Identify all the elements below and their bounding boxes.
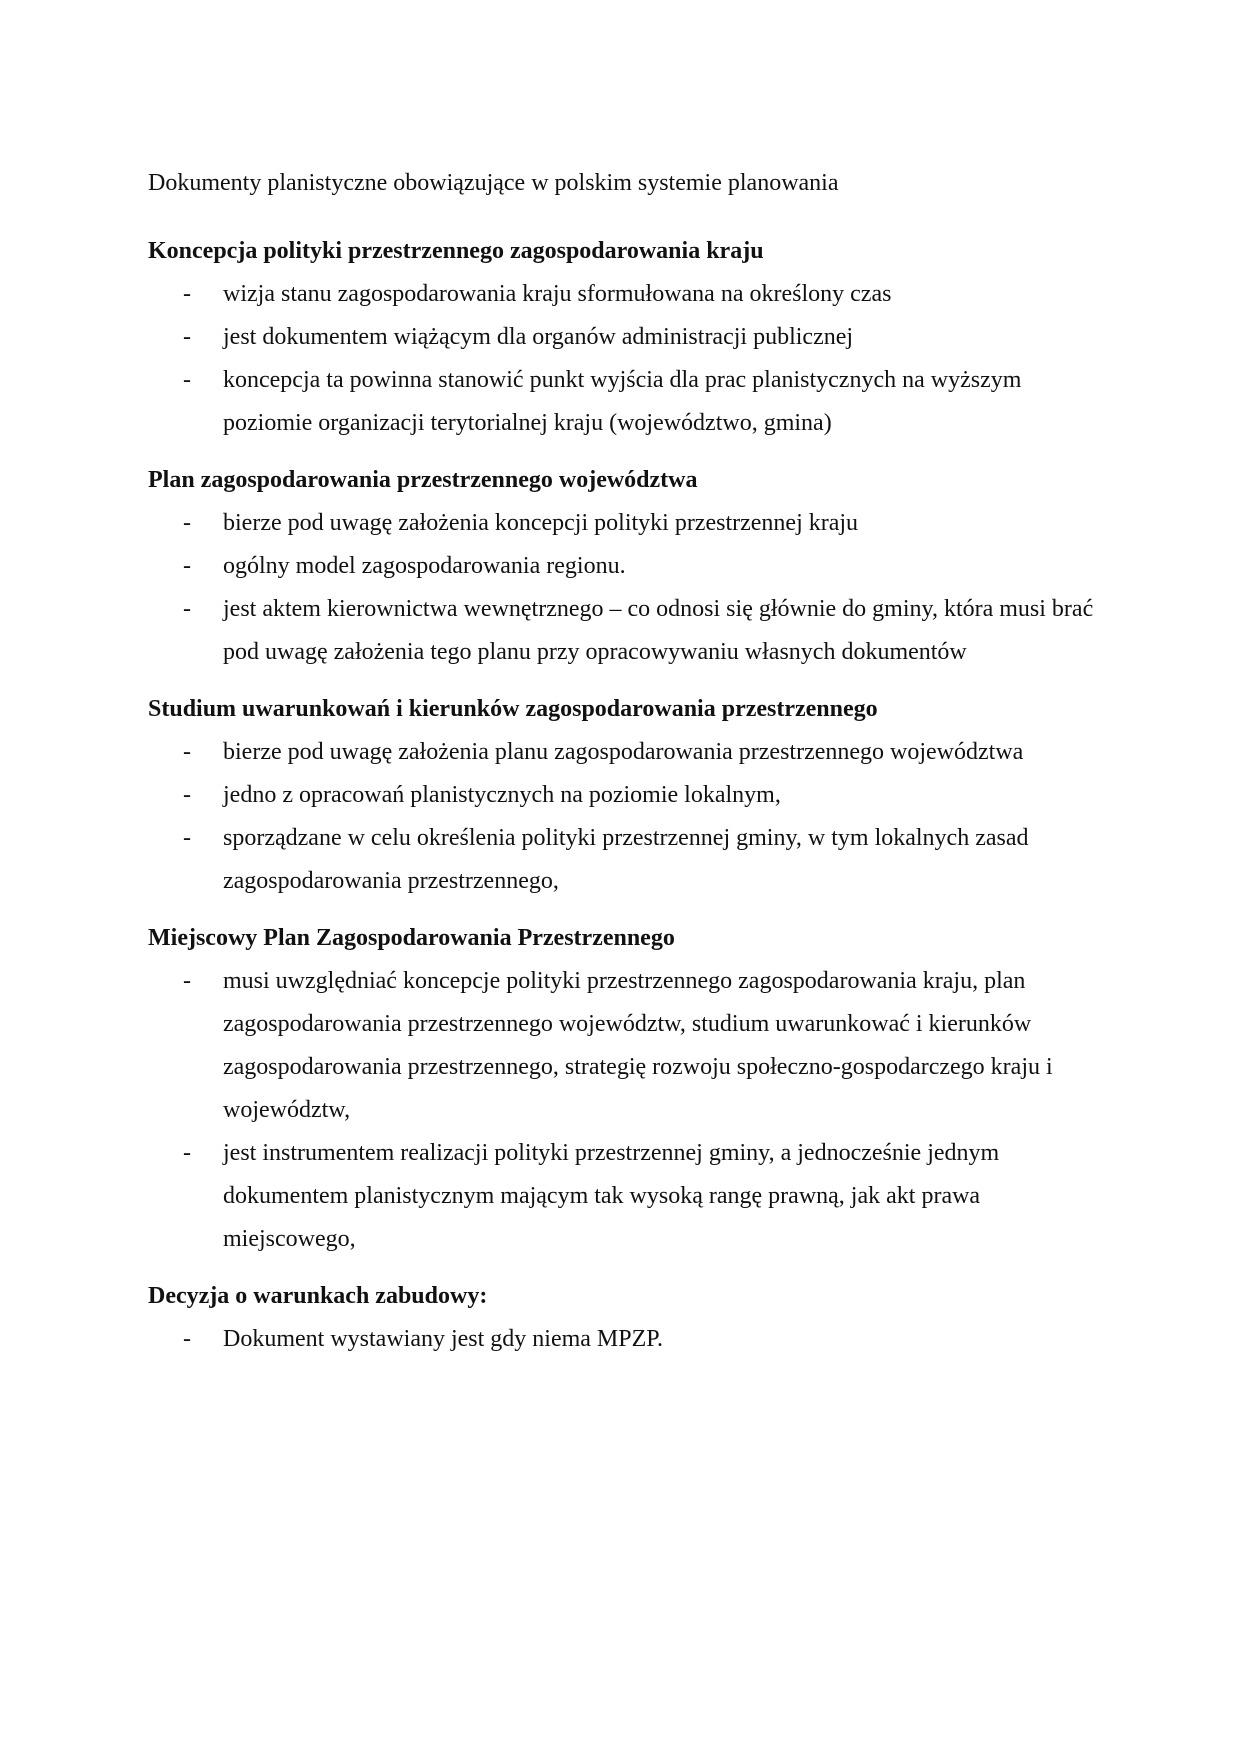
list-item-text: wizja stanu zagospodarowania kraju sformułowana na określony czas	[223, 281, 892, 307]
section-heading: Plan zagospodarowania przestrzennego województwa	[148, 467, 698, 493]
section-mpzp	[148, 923, 1108, 1261]
bullet-dash: -	[183, 968, 191, 994]
bullet-dash: -	[183, 324, 191, 350]
list-item-text: koncepcja ta powinna stanowić punkt wyjścia dla prac planistycznych na wyższym poziomie organizacji terytorialnej kraju (województwo, gmina)	[223, 367, 1022, 436]
section-koncepcja	[148, 236, 1108, 445]
list-item-text: jest instrumentem realizacji polityki przestrzennej gminy, a jednocześnie jednym dokumentem planistycznym mającym tak wysoką rangę prawną, jak akt prawa miejscowego,	[223, 1140, 1000, 1252]
section-studium	[148, 694, 1108, 903]
bullet-dash: -	[183, 1140, 191, 1166]
list-item-text: jest dokumentem wiążącym dla organów administracji publicznej	[223, 324, 854, 350]
list-item	[148, 1132, 1108, 1261]
list-item-text: ogólny model zagospodarowania regionu.	[223, 553, 626, 579]
section-heading: Decyzja o warunkach zabudowy:	[148, 1283, 488, 1309]
bullet-dash: -	[183, 367, 191, 393]
list-item	[148, 545, 1108, 588]
section-plan-wojewodztwa	[148, 465, 1108, 674]
section-decyzja	[148, 1281, 1108, 1361]
section-heading: Miejscowy Plan Zagospodarowania Przestrzennego	[148, 925, 675, 951]
list-item	[148, 359, 1108, 445]
list-item	[148, 817, 1108, 903]
list-item	[148, 502, 1108, 545]
bullet-list	[148, 960, 1108, 1261]
list-item	[148, 774, 1108, 817]
bullet-dash: -	[183, 596, 191, 622]
bullet-dash: -	[183, 281, 191, 307]
list-item	[148, 273, 1108, 316]
list-item-text: musi uwzględniać koncepcje polityki przestrzennego zagospodarowania kraju, plan zagospodarowania przestrzennego województw, studium uwarunkować i kierunków zagospodarowania przestrzennego, strategię rozwoju społeczno-gospodarczego kraju i województw,	[223, 968, 1053, 1123]
list-item-text: bierze pod uwagę założenia koncepcji polityki przestrzennej kraju	[223, 510, 859, 536]
bullet-list	[148, 273, 1108, 445]
document-page	[148, 168, 1108, 1381]
list-item-text: jedno z opracowań planistycznych na poziomie lokalnym,	[223, 782, 781, 808]
document-title: Dokumenty planistyczne obowiązujące w polskim systemie planowania	[148, 170, 839, 196]
section-heading: Koncepcja polityki przestrzennego zagospodarowania kraju	[148, 238, 764, 264]
list-item	[148, 316, 1108, 359]
list-item	[148, 731, 1108, 774]
bullet-dash: -	[183, 739, 191, 765]
list-item-text: bierze pod uwagę założenia planu zagospodarowania przestrzennego województwa	[223, 739, 1024, 765]
bullet-dash: -	[183, 825, 191, 851]
bullet-dash: -	[183, 510, 191, 536]
bullet-dash: -	[183, 1326, 191, 1352]
list-item-text: Dokument wystawiany jest gdy niema MPZP.	[223, 1326, 663, 1352]
bullet-list	[148, 502, 1108, 674]
bullet-dash: -	[183, 782, 191, 808]
list-item	[148, 1318, 1108, 1361]
bullet-list	[148, 1318, 1108, 1361]
list-item	[148, 960, 1108, 1132]
bullet-list	[148, 731, 1108, 903]
list-item	[148, 588, 1108, 674]
list-item-text: sporządzane w celu określenia polityki przestrzennej gminy, w tym lokalnych zasad zagospodarowania przestrzennego,	[223, 825, 1029, 894]
bullet-dash: -	[183, 553, 191, 579]
list-item-text: jest aktem kierownictwa wewnętrznego – co odnosi się głównie do gminy, która musi brać pod uwagę założenia tego planu przy opracowywaniu własnych dokumentów	[223, 596, 1094, 665]
section-heading: Studium uwarunkowań i kierunków zagospodarowania przestrzennego	[148, 696, 878, 722]
